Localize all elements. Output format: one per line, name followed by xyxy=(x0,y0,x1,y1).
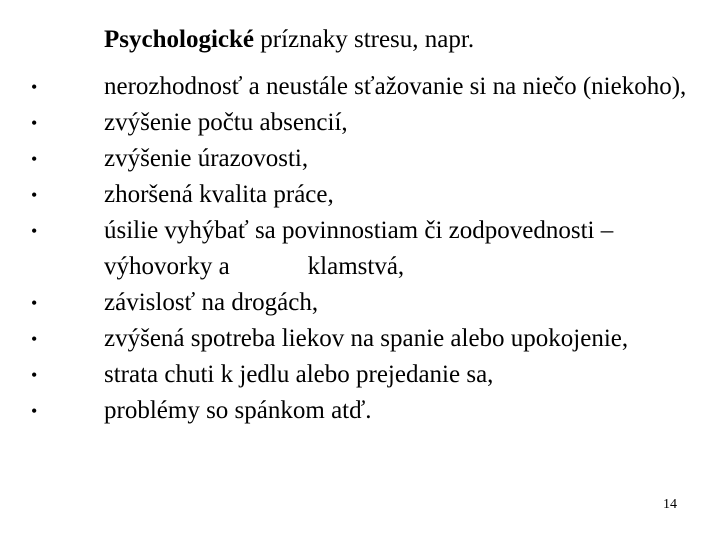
bullet-icon: • xyxy=(31,293,38,313)
slide-heading xyxy=(104,22,474,58)
list-item xyxy=(0,105,720,141)
bullet-icon: • xyxy=(31,149,38,169)
list-item xyxy=(0,321,720,357)
list-item xyxy=(0,213,720,285)
bullet-icon: • xyxy=(31,185,38,205)
list-item-text-line2a: výhovorky a xyxy=(104,253,230,280)
list-item xyxy=(0,141,720,177)
heading-bold-text: Psychologické xyxy=(104,26,254,53)
list-item xyxy=(0,69,720,105)
list-item-text: strata chuti k jedlu alebo prejedanie sa, xyxy=(104,361,494,388)
symptom-list xyxy=(0,69,720,429)
list-item-text xyxy=(104,213,712,285)
list-item-text: problémy so spánkom atď. xyxy=(104,397,372,424)
bullet-icon: • xyxy=(31,401,38,421)
bullet-icon: • xyxy=(31,221,38,241)
list-item xyxy=(0,357,720,393)
bullet-icon: • xyxy=(31,329,38,349)
list-item xyxy=(0,285,720,321)
list-item-text-line1: úsilie vyhýbať sa povinnostiam či zodpovednosti – xyxy=(104,217,614,244)
list-item-text: zhoršená kvalita práce, xyxy=(104,181,334,208)
list-item xyxy=(0,177,720,213)
bullet-icon: • xyxy=(31,77,38,97)
list-item-text: závislosť na drogách, xyxy=(104,289,319,316)
list-item-text-line2b: klamstvá, xyxy=(307,253,405,280)
list-item-text: zvýšená spotreba liekov na spanie alebo upokojenie, xyxy=(104,325,629,352)
list-item-text: zvýšenie počtu absencií, xyxy=(104,109,348,136)
page-number: 14 xyxy=(663,497,677,512)
bullet-icon: • xyxy=(31,113,38,133)
heading-rest-text: príznaky stresu, napr. xyxy=(254,26,475,53)
list-item-text: nerozhodnosť a neustále sťažovanie si na niečo (niekoho), xyxy=(104,73,687,100)
list-item xyxy=(0,393,720,429)
list-item-text: zvýšenie úrazovosti, xyxy=(104,145,309,172)
bullet-icon: • xyxy=(31,365,38,385)
